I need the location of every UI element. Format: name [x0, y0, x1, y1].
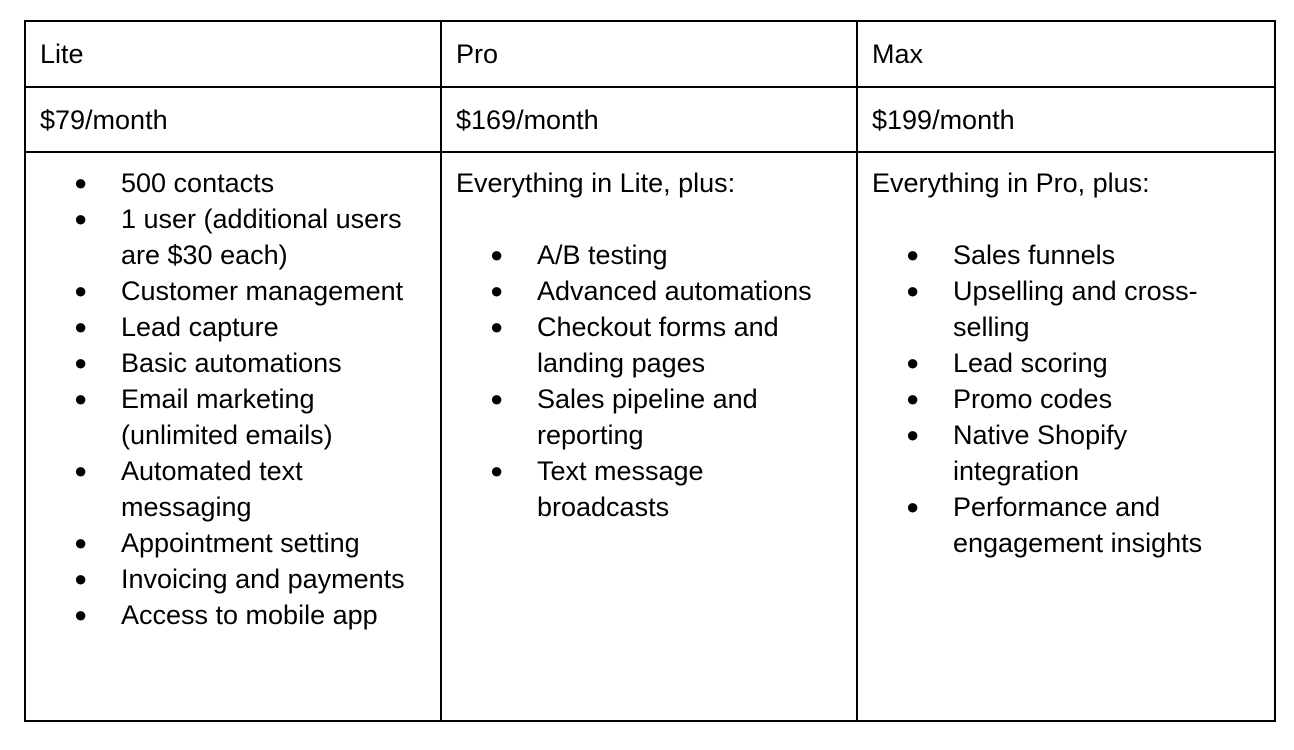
- plan-price-lite: $79/month: [25, 87, 441, 152]
- bullet-icon: ●: [906, 350, 920, 375]
- feature-item: [906, 345, 1260, 381]
- feature-text: Lead scoring: [953, 348, 1108, 378]
- bullet-icon: ●: [906, 386, 920, 411]
- feature-item: [490, 381, 842, 453]
- bullet-icon: ●: [906, 422, 920, 447]
- feature-item: [74, 381, 426, 453]
- feature-text: 1 user (additional users are $30 each): [121, 204, 402, 270]
- plan-price-pro: $169/month: [441, 87, 857, 152]
- feature-item: [74, 597, 426, 633]
- bullet-icon: ●: [906, 242, 920, 267]
- feature-item: [906, 273, 1260, 345]
- feature-text: Checkout forms and landing pages: [537, 312, 779, 378]
- feature-item: [490, 237, 842, 273]
- plan-name-lite: Lite: [25, 21, 441, 87]
- feature-item: [74, 453, 426, 525]
- feature-text: Email marketing (unlimited emails): [121, 384, 333, 450]
- bullet-icon: ●: [74, 170, 88, 195]
- feature-text: Basic automations: [121, 348, 342, 378]
- feature-item: [74, 525, 426, 561]
- plan-features-row: [25, 152, 1275, 721]
- bullet-icon: ●: [74, 386, 88, 411]
- plan-features-max: [857, 152, 1275, 721]
- plan-features-pro: [441, 152, 857, 721]
- bullet-icon: ●: [906, 494, 920, 519]
- bullet-icon: ●: [74, 602, 88, 627]
- feature-text: Promo codes: [953, 384, 1113, 414]
- feature-item: [74, 345, 426, 381]
- bullet-icon: ●: [74, 350, 88, 375]
- feature-list-max: [872, 237, 1260, 561]
- feature-item: [74, 561, 426, 597]
- feature-text: Automated text messaging: [121, 456, 303, 522]
- feature-text: Text message broadcasts: [537, 456, 704, 522]
- bullet-icon: ●: [490, 278, 504, 303]
- bullet-icon: ●: [906, 278, 920, 303]
- feature-item: [906, 237, 1260, 273]
- feature-text: Customer management: [121, 276, 404, 306]
- feature-text: Performance and engagement insights: [953, 492, 1203, 558]
- feature-text: Access to mobile app: [121, 600, 378, 630]
- plan-name-pro: Pro: [441, 21, 857, 87]
- feature-list-lite: [40, 165, 426, 633]
- feature-text: Invoicing and payments: [121, 564, 405, 594]
- feature-item: [906, 417, 1260, 489]
- features-intro-max: Everything in Pro, plus:: [872, 168, 1150, 198]
- feature-item: [74, 309, 426, 345]
- bullet-icon: ●: [490, 314, 504, 339]
- plan-name-row: [25, 21, 1275, 87]
- feature-item: [490, 309, 842, 381]
- feature-item: [74, 201, 426, 273]
- feature-text: Lead capture: [121, 312, 279, 342]
- pricing-table: [24, 20, 1276, 722]
- feature-text: A/B testing: [537, 240, 668, 270]
- plan-features-lite: [25, 152, 441, 721]
- plan-price-max: $199/month: [857, 87, 1275, 152]
- bullet-icon: ●: [490, 458, 504, 483]
- feature-item: [490, 273, 842, 309]
- feature-item: [906, 381, 1260, 417]
- bullet-icon: ●: [74, 566, 88, 591]
- plan-price-row: [25, 87, 1275, 152]
- bullet-icon: ●: [74, 278, 88, 303]
- bullet-icon: ●: [74, 314, 88, 339]
- feature-item: [74, 165, 426, 201]
- plan-name-max: Max: [857, 21, 1275, 87]
- feature-text: Sales funnels: [953, 240, 1116, 270]
- feature-text: Native Shopify integration: [953, 420, 1128, 486]
- bullet-icon: ●: [74, 458, 88, 483]
- feature-text: Appointment setting: [121, 528, 360, 558]
- features-intro-pro: Everything in Lite, plus:: [456, 168, 736, 198]
- feature-list-pro: [456, 237, 842, 525]
- bullet-icon: ●: [490, 242, 504, 267]
- feature-text: Upselling and cross-selling: [953, 276, 1198, 342]
- feature-item: [74, 273, 426, 309]
- feature-text: 500 contacts: [121, 168, 275, 198]
- bullet-icon: ●: [74, 206, 88, 231]
- feature-item: [906, 489, 1260, 561]
- bullet-icon: ●: [74, 530, 88, 555]
- feature-text: Advanced automations: [537, 276, 812, 306]
- bullet-icon: ●: [490, 386, 504, 411]
- feature-item: [490, 453, 842, 525]
- feature-text: Sales pipeline and reporting: [537, 384, 758, 450]
